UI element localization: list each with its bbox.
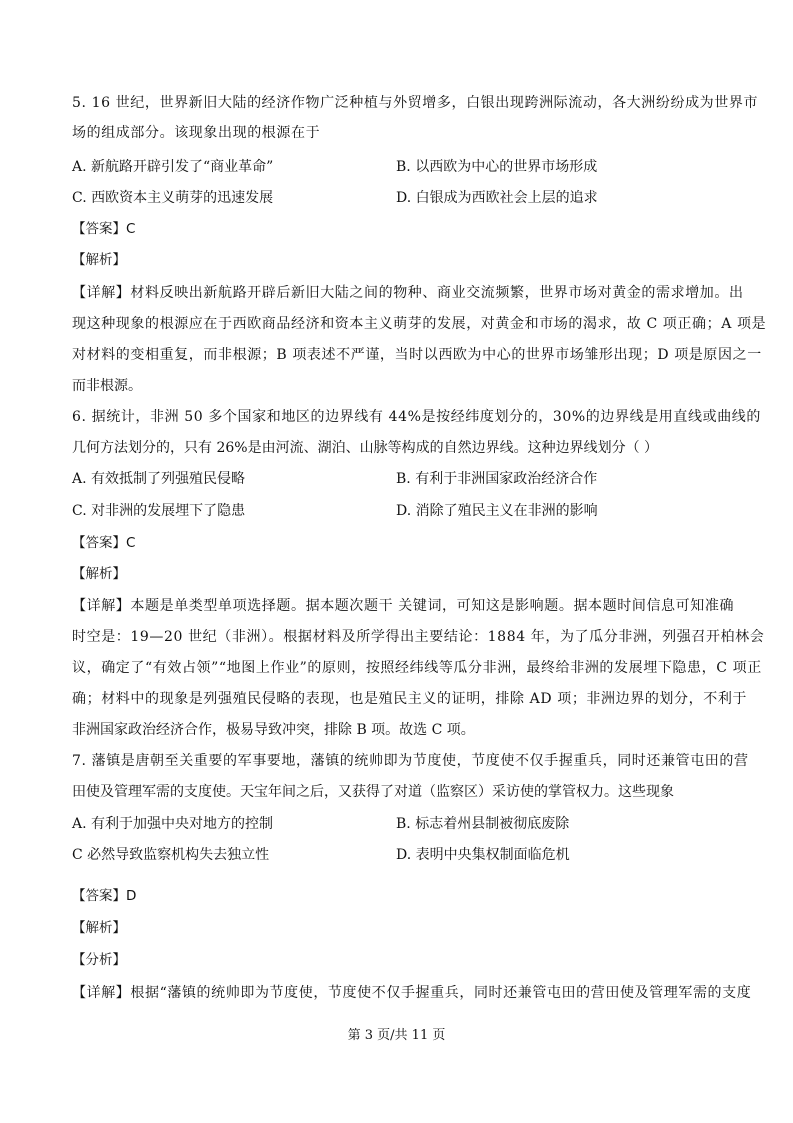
q7-analysis-label: 【解析】 — [72, 920, 126, 936]
q5-option-a: A. 新航路开辟引发了“商业革命” — [72, 159, 274, 175]
q5-option-d: D. 白银成为西欧社会上层的追求 — [396, 190, 598, 206]
q7-fenxi-label: 【分析】 — [72, 952, 126, 968]
q6-detail-line-3: 议，确定了“有效占领”“地图上作业”的原则，按照经纬线等瓜分非洲，最终给非洲的发展埋下隐患，C 项正 — [72, 660, 762, 676]
q6-detail-line-2: 时空是：19—20 世纪（非洲）。根据材料及所学得出主要结论：1884 年，为了瓜分非洲，列强召开柏林会 — [72, 629, 765, 645]
q6-stem-line-2: 几何方法划分的，只有 26%是由河流、湖泊、山脉等构成的自然边界线。这种边界线划分（ ） — [72, 440, 659, 456]
q6-analysis-label: 【解析】 — [72, 566, 126, 582]
q6-detail-line-5: 非洲国家政治经济合作，极易导致冲突，排除 B 项。故选 C 项。 — [72, 722, 475, 738]
q6-option-b: B. 有利于非洲国家政治经济合作 — [396, 471, 598, 487]
q7-option-c: C 必然导致监察机构失去独立性 — [72, 847, 270, 863]
q7-option-d: D. 表明中央集权制面临危机 — [396, 847, 570, 863]
q5-detail-line-1: 【详解】材料反映出新航路开辟后新旧大陆之间的物种、商业交流频繁，世界市场对黄金的需求增加。出 — [72, 285, 744, 301]
q5-detail-line-2: 现这种现象的根源应在于西欧商品经济和资本主义萌芽的发展，对黄金和市场的渴求，故 C 项正确；A 项是 — [72, 316, 767, 332]
q5-detail-line-4: 而非根源。 — [72, 378, 142, 394]
q5-detail-line-3: 对材料的变相重复，而非根源；B 项表述不严谨，当时以西欧为中心的世界市场雏形出现；D 项是原因之一 — [72, 347, 762, 363]
q5-option-b: B. 以西欧为中心的世界市场形成 — [396, 159, 598, 175]
q7-answer: 【答案】D — [72, 888, 137, 904]
q7-stem-line-2: 田使及管理军需的支度使。天宝年间之后，又获得了对道（监察区）采访使的掌管权力。这些现象 — [72, 784, 674, 800]
q5-stem-line-2: 场的组成部分。该现象出现的根源在于 — [72, 125, 321, 141]
q6-option-a: A. 有效抵制了列强殖民侵略 — [72, 471, 246, 487]
q6-detail-line-4: 确；材料中的现象是列强殖民侵略的表现，也是殖民主义的证明，排除 AD 项；非洲边界的划分，不利于 — [72, 691, 748, 707]
q5-answer: 【答案】C — [72, 221, 136, 237]
q7-option-b: B. 标志着州县制被彻底废除 — [396, 816, 570, 832]
q7-option-a: A. 有利于加强中央对地方的控制 — [72, 816, 274, 832]
q5-analysis-label: 【解析】 — [72, 252, 126, 268]
q6-answer: 【答案】C — [72, 535, 136, 551]
page-footer: 第 3 页/共 11 页 — [347, 1028, 446, 1043]
q7-stem-line-1: 7. 藩镇是唐朝至关重要的军事要地，藩镇的统帅即为节度使，节度使不仅手握重兵，同时还兼管屯田的营 — [72, 753, 749, 769]
q5-stem-line-1: 5. 16 世纪，世界新旧大陆的经济作物广泛种植与外贸增多，白银出现跨洲际流动，各大洲纷纷成为世界市 — [72, 95, 759, 111]
q6-option-c: C. 对非洲的发展埋下了隐患 — [72, 503, 246, 519]
q6-stem-line-1: 6. 据统计，非洲 50 多个国家和地区的边界线有 44%是按经纬度划分的，30%的边界线是用直线或曲线的 — [72, 409, 762, 425]
q5-option-c: C. 西欧资本主义萌芽的迅速发展 — [72, 190, 274, 206]
q7-detail-line-1: 【详解】根据“藩镇的统帅即为节度使，节度使不仅手握重兵，同时还兼管屯田的营田使及管理军需的支度 — [72, 985, 752, 1001]
q6-detail-line-1: 【详解】本题是单类型单项选择题。据本题次题干 关键词，可知这是影响题。据本题时间信息可知准确 — [72, 598, 735, 614]
q6-option-d: D. 消除了殖民主义在非洲的影响 — [396, 503, 598, 519]
